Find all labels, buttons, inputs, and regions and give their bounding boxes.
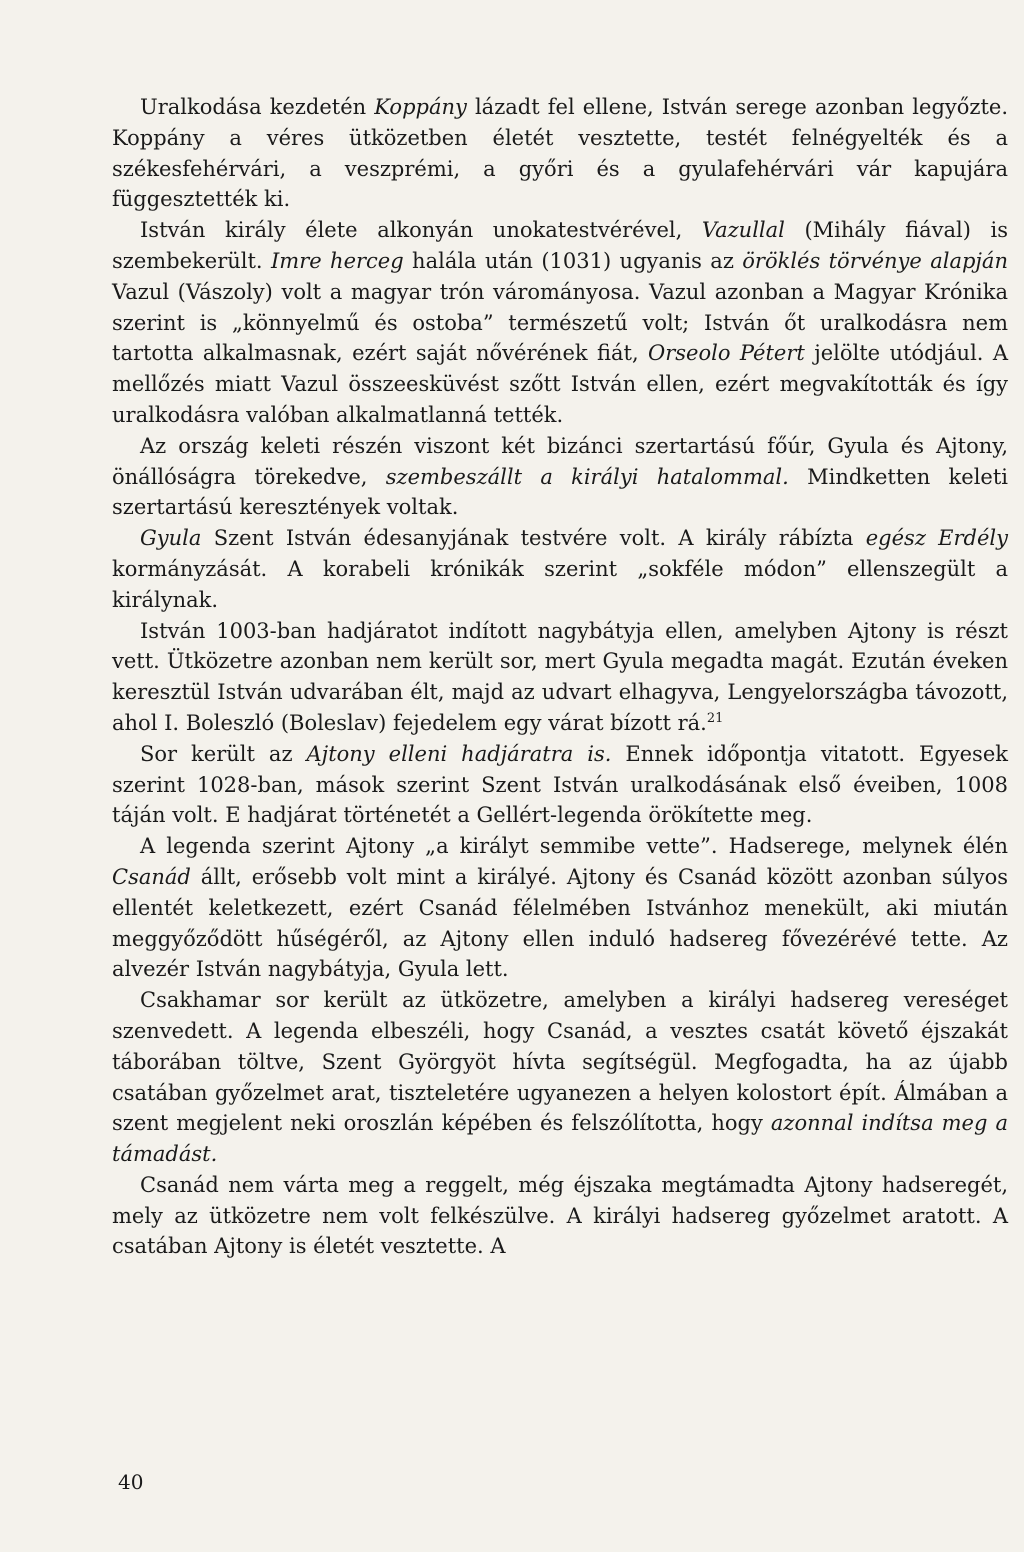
text-segment: lázadt fel ellene, István serege azonban legyőzte. Koppány a véres ütközetben életét vesztette, testét felnégyelték és a székesfehérvári, a veszprémi, a győri és a gyulafehérvári vár kapujára függesztették ki. xyxy=(112,95,1008,212)
text-segment: (Mihály fiával) is szembekerült. xyxy=(112,218,1008,273)
text-segment: Csanád nem várta meg a reggelt, még éjszaka megtámadta Ajtony hadseregét, mely az ütközetre nem volt felkészülve. A királyi hadsereg győzelmet aratott. A csatában Ajtony is életét vesztette. A xyxy=(112,1172,1008,1259)
italic-name: Imre herceg xyxy=(270,248,404,273)
paragraph-4 xyxy=(112,523,1008,615)
paragraph-8 xyxy=(112,985,1008,1170)
page-body xyxy=(112,92,1008,1262)
text-segment: jelölte utódjául. A mellőzés miatt Vazul összeesküvést szőtt István ellen, ezért megvakították és így uralkodásra valóban alkalmatlanná tették. xyxy=(112,341,1009,427)
italic-name: Gyula xyxy=(140,526,202,551)
text-segment: István király élete alkonyán unokatestvérével, xyxy=(140,218,702,243)
text-segment: halála után (1031) ugyanis az xyxy=(403,248,743,273)
italic-phrase: szembeszállt a királyi hatalommal. xyxy=(385,464,789,489)
italic-name: Csanád xyxy=(112,864,191,889)
text-segment: Az ország keleti részén viszont két bizánci szertartású főúr, Gyula és Ajtony, önállóságra törekedve, xyxy=(112,433,1008,489)
italic-name: Orseolo Pétert xyxy=(648,341,805,366)
paragraph-7 xyxy=(112,831,1008,985)
text-segment: István 1003-ban hadjáratot indított nagybátyja ellen, amelyben Ajtony is részt vett. Ütközetre azonban nem került sor, mert Gyula megadta magát. Ezután éveken keresztül István udvarában élt, majd az udvart elhagyva, Lengyelországba távozott, ahol I. Boleszló (Boleslav) fejedelem egy várat bízott rá. xyxy=(112,618,1008,735)
paragraph-1 xyxy=(112,92,1008,215)
text-segment: Csakhamar sor került az ütközetre, amelyben a királyi hadsereg vereséget szenvedett. A legenda elbeszéli, hogy Csanád, a vesztes csatát követő éjszakát táborában töltve, Szent Györgyöt hívta segítségül. Megfogadta, ha az újabb csatában győzelmet arat, tiszteletére ugyanezen a helyen kolostort épít. Álmában a szent megjelent neki oroszlán képében és felszólította, hogy xyxy=(112,988,1008,1136)
text-segment: Sor került az xyxy=(140,741,307,766)
paragraph-5 xyxy=(112,616,1008,739)
text-segment: Mindketten keleti szertartású keresztények voltak. xyxy=(112,464,1008,520)
footnote-marker: 21 xyxy=(706,710,724,726)
italic-phrase: Ajtony elleni hadjáratra is. xyxy=(306,741,612,766)
text-segment: Uralkodása kezdetén xyxy=(140,95,375,119)
text-segment: A legenda szerint Ajtony „a királyt semmibe vette”. Hadserege, melynek élén xyxy=(140,834,1008,859)
italic-name: Vazullal xyxy=(701,218,785,243)
paragraph-3 xyxy=(112,431,1008,523)
paragraph-6 xyxy=(112,739,1008,831)
italic-phrase: egész Erdély xyxy=(865,526,1008,551)
italic-phrase: azonnal indítsa meg a támadást. xyxy=(112,1111,1008,1167)
text-segment: kormányzását. A korabeli krónikák szerint „sokféle módon” ellenszegült a királynak. xyxy=(112,556,1008,612)
paragraph-9 xyxy=(112,1170,1008,1262)
text-segment: állt, erősebb volt mint a királyé. Ajtony és Csanád között azonban súlyos ellentét keletkezett, ezért Csanád félelmében Istvánhoz menekült, aki miután meggyőződött hűségéről, az Ajtony ellen induló hadsereg fővezérévé tette. Az alvezér István nagybátyja, Gyula lett. xyxy=(112,864,1008,982)
text-segment: Vazul (Vászoly) volt a magyar trón várományosa. Vazul azonban a Magyar Krónika szerint is „könnyelmű és ostoba” természetű volt; István őt uralkodásra nem tartotta alkalmasnak, ezért saját nővérének fiát, xyxy=(112,279,1008,366)
text-segment: Szent István édesanyjának testvére volt. A király rábízta xyxy=(201,526,866,551)
italic-phrase: öröklés törvénye alapján xyxy=(742,248,1008,273)
paragraph-2 xyxy=(112,215,1008,431)
italic-name: Koppány xyxy=(374,95,467,119)
page-number: 40 xyxy=(118,1470,144,1494)
text-segment: Ennek időpontja vitatott. Egyesek szerint 1028-ban, mások szerint Szent István uralkodásának első éveiben, 1008 táján volt. E hadjárat történetét a Gellért-legenda örökítette meg. xyxy=(112,741,1008,828)
